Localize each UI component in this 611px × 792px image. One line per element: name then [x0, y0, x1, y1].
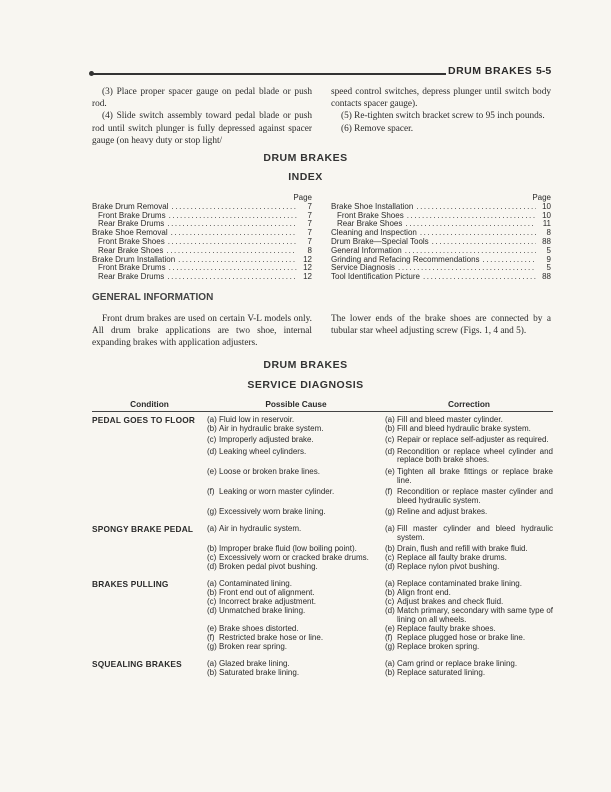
- item-letter: (b): [385, 667, 395, 677]
- leader-dots: [178, 256, 297, 265]
- index-entry-page: 12: [303, 255, 312, 264]
- index-entry: [92, 256, 312, 265]
- item-letter: (a): [207, 414, 217, 424]
- header-correction: Correction: [448, 399, 490, 409]
- index-entry-label: Rear Brake Drums: [98, 273, 165, 282]
- index-entry-page: 12: [303, 264, 312, 273]
- index-entry-label: Brake Drum Removal: [92, 202, 169, 211]
- index-entry-label: Front Brake Shoes: [98, 237, 165, 246]
- index-entry-page: 88: [542, 273, 551, 282]
- index-entry: [92, 220, 312, 229]
- index-entry: [331, 264, 551, 273]
- item-letter: (d): [207, 562, 217, 572]
- leader-dots: [171, 203, 297, 212]
- index-entry-label: Brake Shoe Installation: [331, 202, 414, 211]
- correction-text: Replace nylon pivot bushing.: [397, 562, 500, 572]
- item-letter: (c): [207, 435, 217, 445]
- index-entry: [92, 264, 312, 273]
- leader-dots: [405, 220, 536, 229]
- index-entry-label: Brake Drum Installation: [92, 255, 176, 264]
- condition-items: [207, 660, 553, 678]
- cause-text: Air in hydraulic brake system.: [219, 423, 324, 433]
- diagnosis-item: [207, 416, 553, 425]
- correction: [385, 488, 553, 505]
- item-letter: (a): [385, 524, 395, 534]
- index-entry-page: 10: [542, 211, 551, 220]
- correction-text: Align front end.: [397, 588, 451, 598]
- correction-text: Replace saturated lining.: [397, 667, 486, 677]
- index-entry: [331, 238, 551, 247]
- correction-text: Replace contaminated brake lining.: [397, 579, 522, 588]
- leader-dots: [167, 220, 297, 229]
- index-entry: [92, 229, 312, 238]
- diagnosis-item: [207, 468, 553, 485]
- diagnosis-item: [207, 643, 553, 652]
- correction-text: Fill master cylinder and bleed hydraulic system.: [397, 524, 553, 542]
- possible-cause: [207, 525, 385, 542]
- index-entry: [331, 247, 551, 256]
- possible-cause: [207, 425, 385, 434]
- index-entry-page: 88: [542, 237, 551, 246]
- leader-dots: [166, 247, 297, 256]
- index-entry-label: Drum Brake—Special Tools: [331, 237, 429, 246]
- index-entry-page: 5: [546, 264, 551, 273]
- index-entry-page: 7: [307, 237, 312, 246]
- leader-dots: [168, 238, 297, 247]
- diagnosis-item: [207, 425, 553, 434]
- correction: [385, 669, 553, 678]
- index-right-column: [331, 194, 551, 282]
- item-letter: (b): [207, 588, 217, 598]
- index-entry-label: Cleaning and Inspection: [331, 229, 417, 238]
- cause-text: Air in hydraulic system.: [219, 524, 302, 534]
- cause-text: Loose or broken brake lines.: [219, 467, 320, 477]
- item-letter: (d): [207, 606, 217, 616]
- leader-dots: [169, 212, 297, 221]
- index-left-column: [92, 194, 312, 282]
- correction-text: Tighten all brake fittings or replace brake line.: [397, 467, 553, 485]
- paragraph: (4) Slide switch assembly toward pedal blade or push rod until switch plunger is fully depressed against spacer gauge (on heavy duty or stop light/: [92, 111, 312, 146]
- cause-text: Restricted brake hose or line.: [219, 633, 324, 643]
- paragraph: The lower ends of the brake shoes are connected by a tubular star wheel adjusting screw (Figs. 1, 4 and 5).: [331, 314, 551, 337]
- paragraph: (6) Remove spacer.: [341, 123, 414, 134]
- index-entry: [331, 220, 551, 229]
- correction-text: Repair or replace self-adjuster as required.: [397, 435, 549, 445]
- paragraph: (3) Place proper spacer gauge on pedal blade or push rod.: [92, 87, 312, 110]
- index-entry-page: 7: [307, 229, 312, 238]
- correction-text: Drain, flush and refill with brake fluid.: [397, 544, 528, 554]
- item-letter: (b): [385, 544, 395, 554]
- leader-dots: [407, 212, 536, 221]
- correction-text: Replace plugged hose or brake line.: [397, 633, 526, 643]
- section-title: DRUM BRAKES: [263, 152, 348, 164]
- intro-left-column: [92, 86, 312, 147]
- possible-cause: [207, 607, 385, 624]
- index-entry: [331, 273, 551, 282]
- correction: [385, 525, 553, 542]
- condition-items: [207, 416, 553, 520]
- item-letter: (c): [385, 553, 395, 563]
- leader-dots: [405, 247, 536, 256]
- header-condition: Condition: [130, 399, 169, 409]
- index-entry-page: 7: [307, 211, 312, 220]
- index-entry-label: Rear Brake Drums: [98, 220, 165, 229]
- index-entry-label: Tool Identification Picture: [331, 273, 420, 282]
- item-letter: (g): [385, 507, 395, 517]
- diagnosis-item: [207, 436, 553, 445]
- item-letter: (f): [385, 633, 393, 643]
- leader-dots: [167, 273, 297, 282]
- condition-name: SPONGY BRAKE PEDAL: [92, 524, 194, 535]
- index-entry-page: 11: [542, 220, 551, 229]
- item-letter: (b): [207, 667, 217, 677]
- item-letter: (g): [385, 642, 395, 652]
- index-entry: [331, 229, 551, 238]
- item-letter: (a): [385, 579, 395, 588]
- item-letter: (d): [385, 446, 395, 456]
- condition-items: [207, 580, 553, 655]
- condition-name: BRAKES PULLING: [92, 579, 169, 589]
- correction-text: Match primary, secondary with same type of lining on all wheels.: [397, 606, 553, 624]
- cause-text: Leaking or worn master cylinder.: [219, 487, 335, 497]
- index-entry: [331, 256, 551, 265]
- possible-cause: [207, 448, 385, 465]
- item-letter: (c): [385, 597, 395, 607]
- item-letter: (g): [207, 507, 217, 517]
- item-letter: (c): [385, 435, 395, 445]
- item-letter: (a): [207, 658, 217, 668]
- correction: [385, 563, 553, 572]
- index-entry: [331, 212, 551, 221]
- paragraph: speed control switches, depress plunger until switch body contacts spacer gauge).: [331, 87, 551, 110]
- index-entry: [92, 273, 312, 282]
- index-entry-label: Front Brake Drums: [98, 264, 166, 273]
- index-entry-label: Service Diagnosis: [331, 264, 396, 273]
- intro-right-column: [331, 86, 551, 135]
- item-letter: (e): [385, 467, 395, 477]
- general-info-right: [331, 313, 551, 337]
- diagnosis-item: [207, 488, 553, 505]
- index-entry-label: General Information: [331, 246, 402, 255]
- cause-text: Brake shoes distorted.: [219, 623, 299, 633]
- correction: [385, 607, 553, 624]
- leader-dots: [398, 264, 536, 273]
- correction-text: Adjust brakes and check fluid.: [397, 597, 504, 607]
- service-diagnosis-title: SERVICE DIAGNOSIS: [247, 379, 364, 391]
- cause-text: Fluid low in reservoir.: [219, 414, 295, 424]
- index-entry-page: 9: [546, 255, 551, 264]
- diagnosis-item: [207, 669, 553, 678]
- item-letter: (b): [207, 544, 217, 554]
- index-entry: [331, 203, 551, 212]
- condition-row: [92, 525, 553, 575]
- index-entry-page: 12: [303, 273, 312, 282]
- leader-dots: [423, 273, 536, 282]
- running-header-title: DRUM BRAKES: [448, 65, 533, 77]
- possible-cause: [207, 488, 385, 505]
- leader-dots: [169, 264, 297, 273]
- condition-row: [92, 660, 553, 678]
- item-letter: (c): [207, 597, 217, 607]
- possible-cause: [207, 563, 385, 572]
- item-letter: (f): [385, 487, 393, 497]
- correction-text: Replace faulty brake shoes.: [397, 623, 496, 633]
- cause-text: Front end out of alignment.: [219, 588, 315, 598]
- possible-cause: [207, 436, 385, 445]
- item-letter: (a): [385, 658, 395, 668]
- condition-name: SQUEALING BRAKES: [92, 658, 182, 669]
- cause-text: Unmatched brake lining.: [219, 606, 306, 616]
- index-entry-page: 5: [546, 246, 551, 255]
- index-entry-label: Grinding and Refacing Recommendations: [331, 255, 480, 264]
- item-letter: (g): [207, 642, 217, 652]
- header-rule: [92, 73, 446, 75]
- item-letter: (e): [207, 467, 217, 477]
- correction-text: Reline and adjust brakes.: [397, 507, 488, 517]
- item-letter: (b): [207, 423, 217, 433]
- cause-text: Glazed brake lining.: [219, 658, 290, 668]
- cause-text: Incorrect brake adjustment.: [219, 597, 316, 607]
- index-entry-label: Rear Brake Shoes: [337, 220, 403, 229]
- index-title: INDEX: [288, 171, 323, 183]
- page-column-label: Page: [532, 193, 551, 202]
- correction-text: Replace all faulty brake drums.: [397, 553, 507, 563]
- item-letter: (e): [385, 623, 395, 633]
- correction: [385, 436, 553, 445]
- correction: [385, 448, 553, 465]
- condition-row: [92, 416, 553, 520]
- index-entry: [92, 212, 312, 221]
- cause-text: Broken pedal pivot bushing.: [219, 562, 318, 572]
- diagnosis-item: [207, 563, 553, 572]
- item-letter: (e): [207, 623, 217, 633]
- correction-text: Recondition or replace wheel cylinder and replace both brake shoes.: [397, 446, 553, 465]
- index-entry-page: 7: [307, 202, 312, 211]
- condition-row: [92, 580, 553, 655]
- index-entry-label: Front Brake Drums: [98, 211, 166, 220]
- index-entry-page: 7: [307, 220, 312, 229]
- possible-cause: [207, 416, 385, 425]
- page-number: 5-5: [536, 65, 552, 77]
- cause-text: Improperly adjusted brake.: [219, 435, 314, 445]
- index-entry: [92, 238, 312, 247]
- correction: [385, 425, 553, 434]
- possible-cause: [207, 508, 385, 517]
- cause-text: Leaking wheel cylinders.: [219, 446, 307, 456]
- item-letter: (b): [385, 588, 395, 598]
- diagnosis-item: [207, 508, 553, 517]
- cause-text: Excessively worn or cracked brake drums.: [219, 553, 369, 563]
- item-letter: (a): [207, 524, 217, 534]
- correction-text: Cam grind or replace brake lining.: [397, 658, 518, 668]
- item-letter: (a): [385, 414, 395, 424]
- diagnosis-item: [207, 525, 553, 542]
- index-entry-page: 8: [307, 246, 312, 255]
- section-title-2: DRUM BRAKES: [263, 359, 348, 371]
- correction-text: Replace broken spring.: [397, 642, 480, 652]
- leader-dots: [416, 203, 536, 212]
- diagnosis-item: [207, 607, 553, 624]
- correction: [385, 643, 553, 652]
- item-letter: (b): [385, 423, 395, 433]
- general-info-left: [92, 313, 312, 350]
- table-header: [92, 400, 553, 412]
- cause-text: Improper brake fluid (low boiling point).: [219, 544, 357, 554]
- correction: [385, 416, 553, 425]
- index-entry: [92, 203, 312, 212]
- condition-items: [207, 525, 553, 575]
- item-letter: (d): [385, 606, 395, 616]
- possible-cause: [207, 468, 385, 485]
- correction-text: Fill and bleed hydraulic brake system.: [397, 423, 531, 433]
- index-entry-label: Rear Brake Shoes: [98, 246, 164, 255]
- item-letter: (c): [207, 553, 217, 563]
- index-entry-page: 8: [546, 229, 551, 238]
- paragraph: (5) Re-tighten switch bracket screw to 95 inch pounds.: [341, 111, 545, 122]
- condition-name: PEDAL GOES TO FLOOR: [92, 414, 196, 425]
- cause-text: Saturated brake lining.: [219, 667, 300, 677]
- cause-text: Excessively worn brake lining.: [219, 507, 326, 517]
- service-diagnosis-table: [92, 400, 553, 683]
- cause-text: Broken rear spring.: [219, 642, 288, 652]
- possible-cause: [207, 669, 385, 678]
- cause-text: Contaminated lining.: [219, 579, 292, 588]
- diagnosis-item: [207, 448, 553, 465]
- correction: [385, 508, 553, 517]
- leader-dots: [420, 229, 536, 238]
- index-entry-page: 10: [542, 202, 551, 211]
- item-letter: (d): [207, 446, 217, 456]
- index-entry-label: Front Brake Shoes: [337, 211, 404, 220]
- item-letter: (f): [207, 487, 215, 497]
- item-letter: (f): [207, 633, 215, 643]
- page-column-label: Page: [293, 193, 312, 202]
- correction-text: Fill and bleed master cylinder.: [397, 414, 503, 424]
- header-possible-cause: Possible Cause: [265, 399, 327, 409]
- correction-text: Recondition or replace master cylinder and bleed hydraulic system.: [397, 487, 553, 505]
- leader-dots: [432, 238, 536, 247]
- paragraph: Front drum brakes are used on certain V-L models only. All drum brake applications are two shoe, internal expanding brakes with application adjusters.: [92, 314, 312, 349]
- index-entry-label: Brake Shoe Removal: [92, 229, 168, 238]
- possible-cause: [207, 643, 385, 652]
- item-letter: (a): [207, 579, 217, 588]
- leader-dots: [171, 229, 297, 238]
- correction: [385, 468, 553, 485]
- leader-dots: [483, 256, 536, 265]
- general-information-heading: GENERAL INFORMATION: [92, 292, 214, 303]
- index-entry: [92, 247, 312, 256]
- item-letter: (d): [385, 562, 395, 572]
